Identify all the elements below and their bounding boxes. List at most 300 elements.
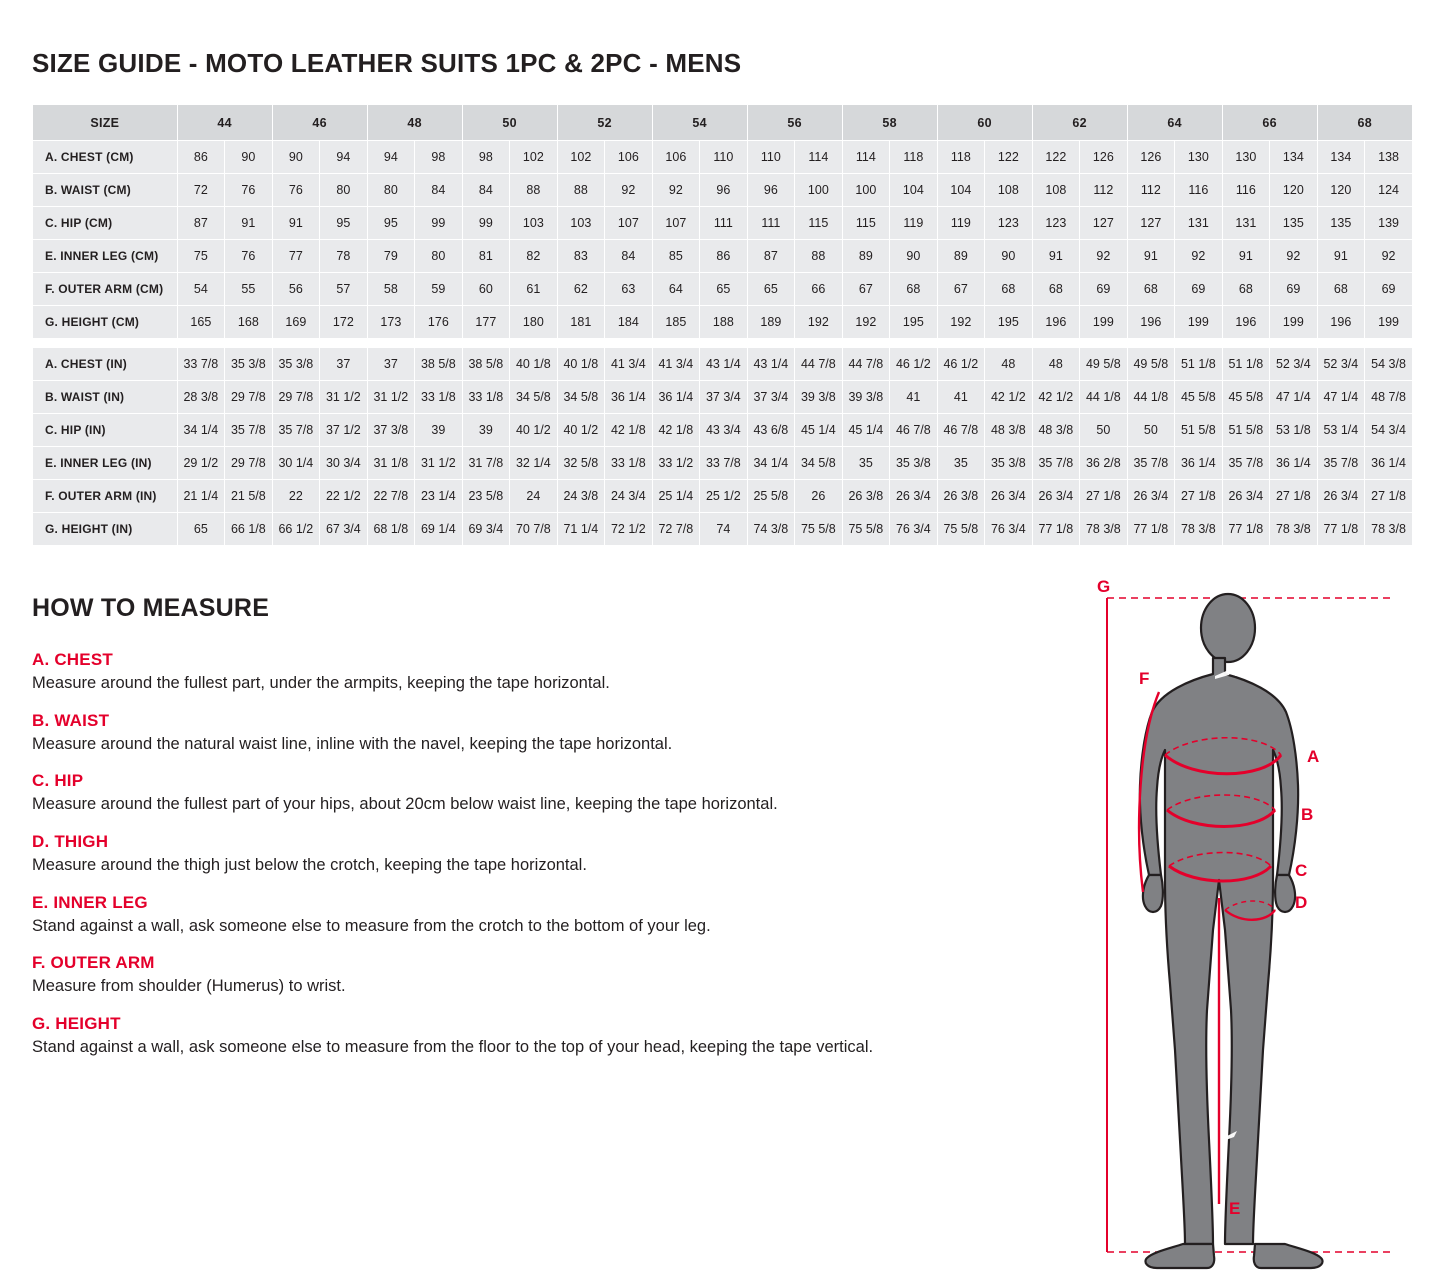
table-cell: 92 (1270, 240, 1318, 273)
table-cell: 196 (1127, 306, 1175, 339)
table-cell: 69 (1175, 273, 1223, 306)
table-cell: 45 5/8 (1175, 381, 1223, 414)
table-cell: 172 (320, 306, 368, 339)
table-cell: 42 1/8 (652, 414, 700, 447)
table-cell: 43 6/8 (747, 414, 795, 447)
table-cell: 49 5/8 (1080, 348, 1128, 381)
table-cell: 96 (700, 174, 748, 207)
table-cell: 35 3/8 (890, 447, 938, 480)
how-to-measure-heading: HOW TO MEASURE (32, 594, 270, 622)
row-label: C. HIP (IN) (33, 414, 178, 447)
table-cell: 45 5/8 (1222, 381, 1270, 414)
table-cell: 131 (1222, 207, 1270, 240)
table-cell: 192 (937, 306, 985, 339)
table-cell: 130 (1222, 141, 1270, 174)
table-cell: 114 (795, 141, 843, 174)
table-cell: 37 3/4 (700, 381, 748, 414)
table-cell: 55 (225, 273, 273, 306)
table-cell: 77 1/8 (1317, 513, 1365, 546)
measure-item-description: Stand against a wall, ask someone else to measure from the floor to the top of your head, keeping the tape vertical. (32, 1037, 874, 1056)
table-cell: 91 (1032, 240, 1080, 273)
table-cell: 28 3/8 (177, 381, 225, 414)
table-cell: 22 1/2 (320, 480, 368, 513)
table-cell: 33 7/8 (177, 348, 225, 381)
table-cell: 102 (557, 141, 605, 174)
table-cell: 31 7/8 (462, 447, 510, 480)
table-cell: 51 5/8 (1222, 414, 1270, 447)
page-title-main: SIZE GUIDE (32, 48, 182, 78)
table-cell: 131 (1175, 207, 1223, 240)
table-cell: 35 7/8 (1127, 447, 1175, 480)
table-cell: 115 (795, 207, 843, 240)
table-cell: 196 (1222, 306, 1270, 339)
table-cell: 107 (652, 207, 700, 240)
table-cell: 119 (937, 207, 985, 240)
figure-label-c: C (1295, 861, 1308, 880)
table-cell: 34 1/4 (747, 447, 795, 480)
table-cell: 69 (1270, 273, 1318, 306)
measure-item-title: E. INNER LEG (32, 892, 148, 912)
table-cell: 44 7/8 (842, 348, 890, 381)
size-table-header-row (33, 105, 1413, 141)
table-cell: 39 (462, 414, 510, 447)
size-column-header: 56 (747, 105, 842, 141)
table-cell: 68 (1032, 273, 1080, 306)
table-cell: 26 3/8 (937, 480, 985, 513)
table-cell: 25 1/4 (652, 480, 700, 513)
table-cell: 40 1/8 (557, 348, 605, 381)
table-cell: 33 1/2 (652, 447, 700, 480)
table-cell: 76 (225, 174, 273, 207)
table-cell: 102 (510, 141, 558, 174)
table-cell: 99 (462, 207, 510, 240)
table-cell: 66 1/8 (225, 513, 273, 546)
table-cell: 92 (1365, 240, 1413, 273)
table-cell: 35 7/8 (272, 414, 320, 447)
table-cell: 46 7/8 (890, 414, 938, 447)
table-cell: 104 (937, 174, 985, 207)
table-cell: 106 (652, 141, 700, 174)
measure-item-title: A. CHEST (32, 650, 113, 669)
table-cell: 75 5/8 (842, 513, 890, 546)
size-column-header: 48 (367, 105, 462, 141)
table-cell: 26 3/4 (1317, 480, 1365, 513)
table-cell: 35 (937, 447, 985, 480)
table-cell: 49 5/8 (1127, 348, 1175, 381)
table-cell: 169 (272, 306, 320, 339)
table-cell: 89 (937, 240, 985, 273)
table-cell: 37 1/2 (320, 414, 368, 447)
table-cell: 119 (890, 207, 938, 240)
table-cell: 26 3/4 (985, 480, 1033, 513)
table-cell: 112 (1127, 174, 1175, 207)
measure-item-title: G. HEIGHT (32, 1013, 121, 1033)
table-row (33, 381, 1413, 414)
table-cell: 199 (1175, 306, 1223, 339)
table-cell: 115 (842, 207, 890, 240)
table-cell: 80 (320, 174, 368, 207)
table-cell: 33 1/8 (462, 381, 510, 414)
table-cell: 88 (795, 240, 843, 273)
table-cell: 54 (177, 273, 225, 306)
table-cell: 110 (700, 141, 748, 174)
table-cell: 181 (557, 306, 605, 339)
table-cell: 65 (177, 513, 225, 546)
table-cell: 51 1/8 (1222, 348, 1270, 381)
table-cell: 35 7/8 (1317, 447, 1365, 480)
table-cell: 77 1/8 (1127, 513, 1175, 546)
table-cell: 29 7/8 (272, 381, 320, 414)
table-cell: 123 (985, 207, 1033, 240)
table-cell: 56 (272, 273, 320, 306)
table-cell: 78 (320, 240, 368, 273)
table-cell: 69 1/4 (415, 513, 463, 546)
table-cell: 92 (605, 174, 653, 207)
table-cell: 58 (367, 273, 415, 306)
table-cell: 126 (1080, 141, 1128, 174)
table-cell: 80 (415, 240, 463, 273)
table-cell: 34 5/8 (795, 447, 843, 480)
table-cell: 98 (462, 141, 510, 174)
table-cell: 184 (605, 306, 653, 339)
table-cell: 74 (700, 513, 748, 546)
table-cell: 134 (1317, 141, 1365, 174)
table-row (33, 273, 1413, 306)
measure-item-description: Measure around the fullest part, under the armpits, keeping the tape horizontal. (32, 674, 610, 692)
table-cell: 196 (1032, 306, 1080, 339)
table-cell: 66 1/2 (272, 513, 320, 546)
table-cell: 77 1/8 (1032, 513, 1080, 546)
table-cell: 35 7/8 (1222, 447, 1270, 480)
table-cell: 24 3/8 (557, 480, 605, 513)
table-cell: 37 (367, 348, 415, 381)
table-cell: 90 (225, 141, 273, 174)
table-cell: 42 1/8 (605, 414, 653, 447)
table-cell: 52 3/4 (1270, 348, 1318, 381)
table-cell: 90 (272, 141, 320, 174)
table-cell: 122 (1032, 141, 1080, 174)
row-label: A. CHEST (CM) (33, 141, 178, 174)
table-cell: 44 1/8 (1080, 381, 1128, 414)
table-cell: 69 3/4 (462, 513, 510, 546)
table-cell: 96 (747, 174, 795, 207)
size-column-header: 58 (842, 105, 937, 141)
table-cell: 61 (510, 273, 558, 306)
table-cell: 26 3/4 (1032, 480, 1080, 513)
table-cell: 88 (557, 174, 605, 207)
table-cell: 188 (700, 306, 748, 339)
table-cell: 37 3/8 (367, 414, 415, 447)
table-cell: 67 (842, 273, 890, 306)
table-cell: 95 (367, 207, 415, 240)
table-cell: 47 1/4 (1270, 381, 1318, 414)
table-cell: 39 3/8 (795, 381, 843, 414)
table-cell: 126 (1127, 141, 1175, 174)
table-cell: 89 (842, 240, 890, 273)
table-cell: 29 7/8 (225, 447, 273, 480)
table-cell: 34 5/8 (510, 381, 558, 414)
table-cell: 53 1/4 (1317, 414, 1365, 447)
table-cell: 116 (1175, 174, 1223, 207)
table-cell: 92 (1080, 240, 1128, 273)
table-cell: 75 5/8 (795, 513, 843, 546)
table-row (33, 348, 1413, 381)
table-cell: 168 (225, 306, 273, 339)
table-cell: 92 (1175, 240, 1223, 273)
table-cell: 39 (415, 414, 463, 447)
table-cell: 40 1/2 (557, 414, 605, 447)
table-row (33, 306, 1413, 339)
table-cell: 24 3/4 (605, 480, 653, 513)
figure-label-g: G (1097, 580, 1111, 596)
table-cell: 52 3/4 (1317, 348, 1365, 381)
table-cell: 180 (510, 306, 558, 339)
table-cell: 26 3/4 (1127, 480, 1175, 513)
table-cell: 135 (1317, 207, 1365, 240)
table-cell: 53 1/8 (1270, 414, 1318, 447)
row-label: F. OUTER ARM (CM) (33, 273, 178, 306)
table-cell: 34 5/8 (557, 381, 605, 414)
measure-item (32, 771, 1062, 815)
table-cell: 36 1/4 (1365, 447, 1413, 480)
size-column-header: 52 (557, 105, 652, 141)
table-cell: 192 (795, 306, 843, 339)
table-cell: 68 (1317, 273, 1365, 306)
table-cell: 24 (510, 480, 558, 513)
table-cell: 41 (937, 381, 985, 414)
table-cell: 108 (1032, 174, 1080, 207)
size-column-header: 62 (1032, 105, 1127, 141)
table-cell: 68 (1222, 273, 1270, 306)
table-cell: 31 1/8 (367, 447, 415, 480)
table-cell: 66 (795, 273, 843, 306)
table-cell: 87 (177, 207, 225, 240)
size-table-body (33, 141, 1413, 546)
table-cell: 40 1/2 (510, 414, 558, 447)
table-cell: 86 (177, 141, 225, 174)
measure-item-description: Stand against a wall, ask someone else to measure from the crotch to the bottom of your leg. (32, 916, 711, 935)
table-cell: 27 1/8 (1175, 480, 1223, 513)
row-label: E. INNER LEG (IN) (33, 447, 178, 480)
table-cell: 43 3/4 (700, 414, 748, 447)
table-cell: 80 (367, 174, 415, 207)
table-cell: 173 (367, 306, 415, 339)
size-column-header: 68 (1317, 105, 1412, 141)
table-cell: 134 (1270, 141, 1318, 174)
table-cell: 185 (652, 306, 700, 339)
table-cell: 45 1/4 (842, 414, 890, 447)
table-cell: 124 (1365, 174, 1413, 207)
table-cell: 69 (1080, 273, 1128, 306)
table-cell: 71 1/4 (557, 513, 605, 546)
table-cell: 32 5/8 (557, 447, 605, 480)
table-cell: 91 (1222, 240, 1270, 273)
table-cell: 41 3/4 (605, 348, 653, 381)
table-cell: 36 1/4 (1175, 447, 1223, 480)
table-cell: 91 (1127, 240, 1175, 273)
table-cell: 51 1/8 (1175, 348, 1223, 381)
measure-item-description: Measure around the natural waist line, inline with the navel, keeping the tape horizontal. (32, 734, 673, 753)
table-cell: 50 (1080, 414, 1128, 447)
figure-label-a: A (1307, 747, 1320, 766)
table-cell: 37 3/4 (747, 381, 795, 414)
size-column-header: 64 (1127, 105, 1222, 141)
table-cell: 33 1/8 (415, 381, 463, 414)
table-cell: 138 (1365, 141, 1413, 174)
row-label: A. CHEST (IN) (33, 348, 178, 381)
table-row (33, 174, 1413, 207)
table-cell: 100 (842, 174, 890, 207)
table-cell: 91 (225, 207, 273, 240)
table-cell: 35 (842, 447, 890, 480)
table-cell: 90 (985, 240, 1033, 273)
table-cell: 23 1/4 (415, 480, 463, 513)
row-label: G. HEIGHT (CM) (33, 306, 178, 339)
measure-item-description: Measure around the thigh just below the crotch, keeping the tape horizontal. (32, 855, 587, 874)
size-column-header: 66 (1222, 105, 1317, 141)
table-cell: 68 (890, 273, 938, 306)
table-cell: 38 5/8 (462, 348, 510, 381)
table-cell: 112 (1080, 174, 1128, 207)
table-cell: 46 1/2 (890, 348, 938, 381)
table-cell: 27 1/8 (1365, 480, 1413, 513)
table-cell: 86 (700, 240, 748, 273)
table-cell: 76 3/4 (985, 513, 1033, 546)
table-cell: 70 7/8 (510, 513, 558, 546)
table-cell: 192 (842, 306, 890, 339)
table-cell: 33 1/8 (605, 447, 653, 480)
table-cell: 30 1/4 (272, 447, 320, 480)
measure-item (32, 953, 1062, 997)
size-column-header: 46 (272, 105, 367, 141)
table-cell: 21 1/4 (177, 480, 225, 513)
table-cell: 77 (272, 240, 320, 273)
table-cell: 22 7/8 (367, 480, 415, 513)
table-cell: 76 3/4 (890, 513, 938, 546)
measure-item-title: C. HIP (32, 771, 84, 791)
measure-item (32, 1014, 1062, 1058)
table-cell: 42 1/2 (1032, 381, 1080, 414)
table-cell: 29 7/8 (225, 381, 273, 414)
table-cell: 48 3/8 (985, 414, 1033, 447)
table-cell: 48 7/8 (1365, 381, 1413, 414)
table-cell: 108 (985, 174, 1033, 207)
table-cell: 72 7/8 (652, 513, 700, 546)
table-cell: 199 (1080, 306, 1128, 339)
row-label: F. OUTER ARM (IN) (33, 480, 178, 513)
table-cell: 26 (795, 480, 843, 513)
table-cell: 35 7/8 (225, 414, 273, 447)
measure-item (32, 832, 1062, 876)
table-cell: 130 (1175, 141, 1223, 174)
table-cell: 48 (1032, 348, 1080, 381)
table-cell: 127 (1127, 207, 1175, 240)
table-cell: 120 (1270, 174, 1318, 207)
table-cell: 88 (510, 174, 558, 207)
table-cell: 26 3/4 (890, 480, 938, 513)
table-cell: 107 (605, 207, 653, 240)
table-cell: 81 (462, 240, 510, 273)
measure-item (32, 650, 1062, 694)
table-cell: 23 5/8 (462, 480, 510, 513)
table-cell: 59 (415, 273, 463, 306)
table-row (33, 513, 1413, 546)
table-cell: 91 (272, 207, 320, 240)
row-label: C. HIP (CM) (33, 207, 178, 240)
table-cell: 44 7/8 (795, 348, 843, 381)
table-cell: 78 3/8 (1365, 513, 1413, 546)
table-cell: 36 2/8 (1080, 447, 1128, 480)
table-cell: 67 (937, 273, 985, 306)
table-cell: 118 (937, 141, 985, 174)
size-table-wrapper (32, 104, 1413, 546)
table-cell: 84 (462, 174, 510, 207)
table-cell: 43 1/4 (747, 348, 795, 381)
table-cell: 111 (700, 207, 748, 240)
table-cell: 99 (415, 207, 463, 240)
table-cell: 127 (1080, 207, 1128, 240)
table-cell: 41 3/4 (652, 348, 700, 381)
table-cell: 67 3/4 (320, 513, 368, 546)
table-cell: 31 1/2 (367, 381, 415, 414)
table-spacer-cell (33, 339, 1413, 348)
table-cell: 57 (320, 273, 368, 306)
table-cell: 84 (415, 174, 463, 207)
measure-item (32, 711, 1062, 755)
size-column-header: 44 (177, 105, 272, 141)
measure-item-description: Measure from shoulder (Humerus) to wrist. (32, 977, 346, 996)
page-title (32, 48, 741, 79)
table-row (33, 141, 1413, 174)
table-cell: 90 (890, 240, 938, 273)
figure-label-f: F (1139, 669, 1150, 688)
table-cell: 92 (652, 174, 700, 207)
table-cell: 36 1/4 (1270, 447, 1318, 480)
table-cell: 29 1/2 (177, 447, 225, 480)
table-cell: 72 (177, 174, 225, 207)
table-cell: 72 1/2 (605, 513, 653, 546)
table-cell: 26 3/8 (842, 480, 890, 513)
table-cell: 87 (747, 240, 795, 273)
table-cell: 79 (367, 240, 415, 273)
table-cell: 30 3/4 (320, 447, 368, 480)
table-cell: 120 (1317, 174, 1365, 207)
table-row (33, 480, 1413, 513)
row-label: B. WAIST (CM) (33, 174, 178, 207)
table-cell: 94 (320, 141, 368, 174)
table-cell: 48 (985, 348, 1033, 381)
size-column-header: 60 (937, 105, 1032, 141)
table-cell: 31 1/2 (320, 381, 368, 414)
table-cell: 64 (652, 273, 700, 306)
table-cell: 36 1/4 (605, 381, 653, 414)
table-cell: 176 (415, 306, 463, 339)
table-cell: 34 1/4 (177, 414, 225, 447)
table-cell: 68 (1127, 273, 1175, 306)
table-cell: 95 (320, 207, 368, 240)
table-cell: 84 (605, 240, 653, 273)
table-cell: 195 (890, 306, 938, 339)
table-cell: 103 (510, 207, 558, 240)
table-cell: 199 (1270, 306, 1318, 339)
table-cell: 27 1/8 (1270, 480, 1318, 513)
table-cell: 78 3/8 (1175, 513, 1223, 546)
table-cell: 189 (747, 306, 795, 339)
table-cell: 35 7/8 (1032, 447, 1080, 480)
table-cell: 21 5/8 (225, 480, 273, 513)
table-cell: 75 5/8 (937, 513, 985, 546)
size-column-header: 50 (462, 105, 557, 141)
